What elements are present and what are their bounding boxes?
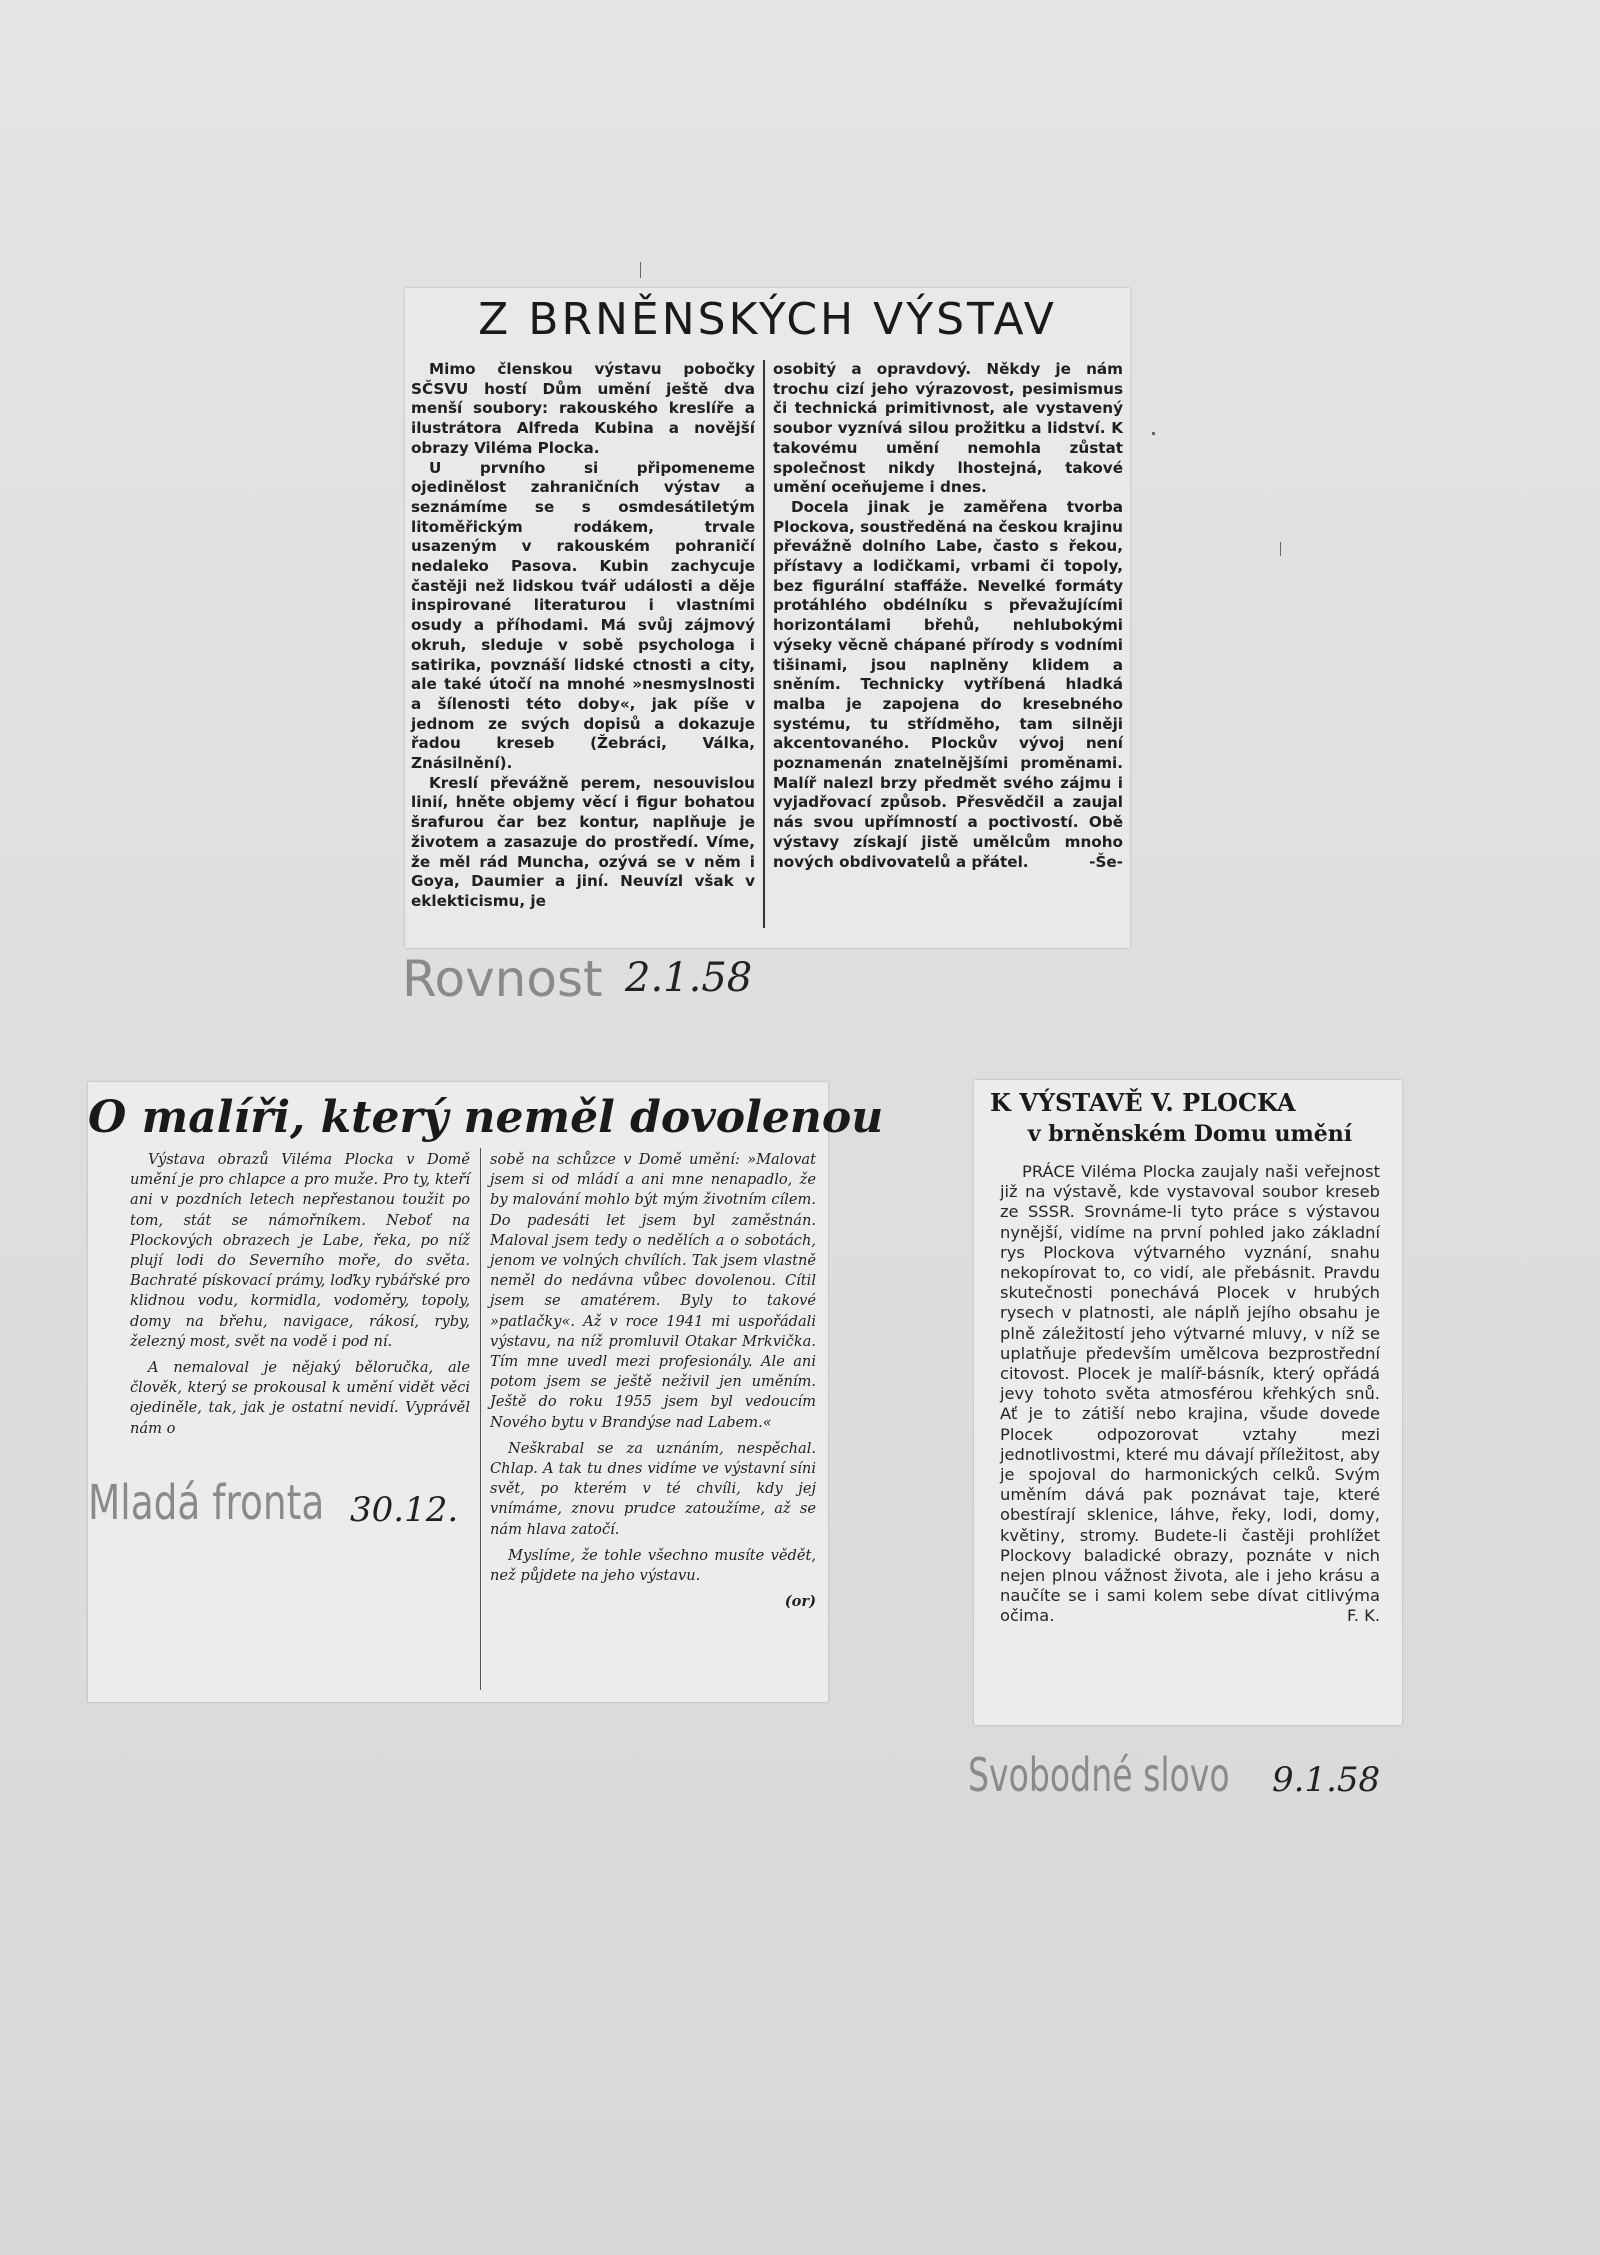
pencil-mark bbox=[1280, 542, 1281, 556]
paragraph: Mimo členskou výstavu pobočky SČSVU hostí Dům umění ještě dva menší soubory: rakouského kreslíře a ilustrátora Alfreda Kubina a novější obrazy Viléma Plocka. bbox=[411, 360, 755, 457]
clipping-1-column-2 bbox=[773, 360, 1123, 872]
source-stamp: Svobodné slovo bbox=[968, 1748, 1230, 1802]
clipping-svobodne-slovo bbox=[974, 1080, 1402, 1725]
signature: F. K. bbox=[1347, 1606, 1380, 1626]
pencil-mark bbox=[1152, 432, 1155, 435]
paragraph: PRÁCE Viléma Plocka zaujaly naši veřejnost již na výstavě, kde vystavoval soubor kreseb ze SSSR. Srovnáme-li tyto práce s výstavou nynější, vidíme na první pohled jako základní rys Plockova výtvarného vyznání, snahu nekopírovat to, co vidí, ale přebásnit. Pravdu skutečnosti ponechává Plocek v hrubých rysech v platnosti, ale náplň jejího obsahu je plně záležitostí jeho výtvarné mluvy, v níž se uplatňuje především umělcova bezprostřední citovost. Plocek je malíř-básník, který opřádá jevy tohoto světa atmosférou křehkých snů. Ať je to zátiší nebo krajina, všude dovede Plocek odpozorovat vztahy mezi jednotlivostmi, které mu dávají příležitost, aby je spojoval do harmonických celků. Svým uměním dává pak poznávat taje, které obestírají sklenice, láhve, řeky, lodi, domy, květiny, stromy. Budete-li častěji prohlížet Plockovy baladické obrazy, poznáte v nich nejen plnou vážnost života, ale i jeho krásu a naučíte se i sami kolem sebe dívat citlivýma očima. F. K. bbox=[1000, 1162, 1380, 1626]
handwritten-date: 30.12. bbox=[350, 1490, 459, 1530]
paragraph: Kreslí převážně perem, nesouvislou linií, hněte objemy věcí i figur bohatou šrafurou čar bez kontur, naplňuje je životem a zasazuje do prostředí. Víme, že měl rád Muncha, ozývá se v něm i Goya, Daumier a jiní. Neuvízl však v eklekticismu, je bbox=[411, 773, 755, 910]
paragraph: A nemaloval je nějaký běloručka, ale člověk, který se prokousal k umění vidět věci ojediněle, tak, jak je ostatní nevidí. Vyprávěl nám o bbox=[130, 1359, 470, 1437]
handwritten-date: 9.1.58 bbox=[1272, 1760, 1381, 1800]
paragraph: sobě na schůzce v Domě umění: »Malovat jsem si od mládí a ani mne nenapadlo, že by malování mohlo být mým životním cílem. Do padesáti let jsem byl zaměstnán. Maloval jsem tedy o nedělích a o sobotách, jenom ve volných chvílích. Tak jsem vlastně neměl do nedávna vůbec dovolenou. Cítil jsem se amatérem. Byly to takové »patlačky«. Až v roce 1941 mi uspořádali výstavu, na níž promluvil Otakar Mrkvička. Tím mne uvedl mezi profesionály. Ale ani potom jsem se ještě neživil jen uměním. Ještě do roku 1955 jsem byl vedoucím Nového bytu v Brandýse nad Labem.« bbox=[490, 1151, 816, 1431]
paragraph: Myslíme, že tohle všechno musíte vědět, než půjdete na jeho výstavu. bbox=[490, 1546, 816, 1585]
column-divider bbox=[763, 360, 765, 928]
clipping-1-column-1 bbox=[411, 360, 755, 912]
clipping-2-column-2 bbox=[490, 1150, 816, 1612]
signature: (or) bbox=[784, 1593, 816, 1611]
source-stamp: Mladá fronta bbox=[88, 1475, 325, 1531]
paragraph: Neškrabal se za uznáním, nespěchal. Chlap. A tak tu dnes vidíme ve výstavní síni svět, po kterém v té chvíli, kdy jej vnímáme, znovu prudce zatoužíme, až se nám hlava zatočí. bbox=[490, 1439, 816, 1538]
clipping-2-column-1 bbox=[130, 1150, 470, 1445]
paragraph: U prvního si připomeneme ojedinělost zahraničních výstav a seznámíme se s osmdesátiletým litoměřickým rodákem, trvale usazeným v rakouském pohraničí nedaleko Pasova. Kubin zachycuje častěji než lidskou tvář události a děje inspirované literaturou i vlastními osudy a příhodami. Má svůj zájmový okruh, sleduje v sobě psychologa i satirika, povznáší lidské ctnosti a city, ale také útočí na mnohé »nesmyslnosti a šílenosti této doby«, jak píše v jednom ze svých dopisů a dokazuje řadou kreseb (Žebráci, Válka, Znásilnění). bbox=[411, 458, 755, 773]
paragraph: Výstava obrazů Viléma Plocka v Domě umění je pro chlapce a pro muže. Pro ty, kteří ani v pozdních letech nepřestanou toužit po tom, stát se námořníkem. Neboť na Plockových obrazech je Labe, řeka, po níž plují lodi do Severního moře, do světa. Bachraté pískovací prámy, loďky rybářské pro klidnou vodu, kormidla, vodoměry, topoly, domy na břehu, navigace, rákosí, ryby, železný most, svět na vodě i pod ní. bbox=[130, 1151, 470, 1350]
clipping-3-body bbox=[1000, 1162, 1380, 1627]
headline-line-1: K VÝSTAVĚ V. PLOCKA bbox=[990, 1088, 1296, 1117]
pencil-mark bbox=[640, 262, 641, 278]
clipping-mlada-fronta bbox=[88, 1082, 884, 1702]
source-stamp: Rovnost bbox=[402, 950, 603, 1008]
paragraph: Docela jinak je zaměřena tvorba Plockova, soustředěná na českou krajinu převážně dolního Labe, často s řekou, přístavy a lodičkami, vrbami či topoly, bez figurální staffáže. Nevelké formáty protáhlého obdélníku s převažujícími horizontálami břehů, nehlubokými výseky věcně chápané přírody s vodními tišinami, jsou naplněny klidem a sněním. Technicky vytříbená hladká malba je zapojena do kresebného systému, tu střídměho, tam silněji akcentovaného. Plockův vývoj není poznamenán znatelnějšími proměnami. Malíř nalezl brzy předmět svého zájmu i vyjadřovací způsob. Přesvědčil a zaujal nás svou upřímností a poctivostí. Obě výstavy získají jistě umělcům mnoho nových obdivovatelů a přátel. -Še- bbox=[773, 497, 1123, 871]
handwritten-date: 2.1.58 bbox=[625, 955, 753, 1001]
column-divider bbox=[480, 1148, 481, 1690]
clipping-3-headline bbox=[990, 1088, 1390, 1147]
clipping-1-headline: Z BRNĚNSKÝCH VÝSTAV bbox=[478, 294, 1057, 345]
signature: -Še- bbox=[1089, 852, 1123, 871]
clipping-2-headline: O malíři, který neměl dovolenou bbox=[88, 1092, 884, 1143]
clipping-rovnost bbox=[405, 288, 1130, 948]
headline-line-2: v brněnském Domu umění bbox=[1027, 1121, 1353, 1147]
paragraph: osobitý a opravdový. Někdy je nám trochu cizí jeho výrazovost, pesimismus či technická primitivnost, ale vystavený soubor vyznívá silou prožitku a lidství. K takovému umění nemohla zůstat společnost nikdy lhostejná, takové umění oceňujeme i dnes. bbox=[773, 360, 1123, 497]
